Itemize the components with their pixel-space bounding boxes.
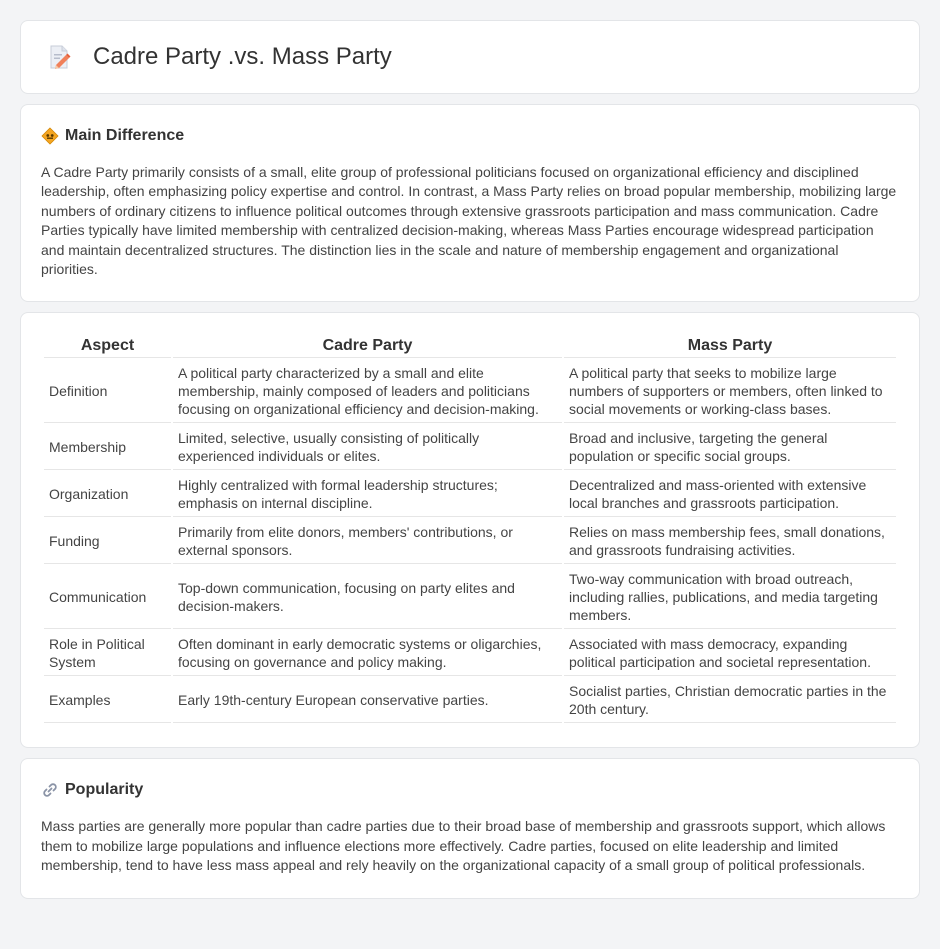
link-icon	[41, 781, 59, 799]
cadre-cell: Highly centralized with formal leadership structures; emphasis on internal discipline.	[173, 472, 562, 517]
table-row	[44, 631, 896, 676]
mass-cell: Two-way communication with broad outreach, including rallies, publications, and media targeting members.	[564, 566, 896, 629]
popularity-heading: Popularity	[65, 781, 144, 799]
cadre-cell: Top-down communication, focusing on party elites and decision-makers.	[173, 566, 562, 629]
popularity-text: Mass parties are generally more popular than cadre parties due to their broad base of membership and grassroots support, which allows them to mobilize large populations and influence elections more effectively. Cadre parties, focused on elite leadership and limited membership, tend to have less mass appeal and rely heavily on the organizational capacity of a small group of political professionals.	[41, 818, 886, 874]
mass-cell: Relies on mass membership fees, small donations, and grassroots fundraising activities.	[564, 519, 896, 564]
mass-cell: Socialist parties, Christian democratic parties in the 20th century.	[564, 678, 896, 723]
table-row	[44, 425, 896, 470]
mass-cell: Decentralized and mass-oriented with extensive local branches and grassroots participation.	[564, 472, 896, 517]
aspect-cell: Membership	[44, 425, 171, 470]
table-row	[44, 360, 896, 423]
aspect-cell: Communication	[44, 566, 171, 629]
table-header-row	[44, 333, 896, 358]
mass-cell: Associated with mass democracy, expanding political participation and societal representation.	[564, 631, 896, 676]
main-difference-text: A Cadre Party primarily consists of a small, elite group of professional politicians focused on organizational efficiency and disciplined leadership, often emphasizing policy expertise and control. In contrast, a Mass Party relies on broad popular membership, mobilizing large numbers of ordinary citizens to influence political outcomes through extensive grassroots participation and mass communication. Cadre Parties typically have limited membership with centralized decision-making, whereas Mass Parties encourage widespread participation and maintain decentralized structures. The distinction lies in the scale and nature of membership engagement and organizational priorities.	[41, 164, 897, 278]
page-title: Cadre Party .vs. Mass Party	[93, 43, 392, 70]
main-difference-heading: Main Difference	[65, 127, 185, 144]
header-aspect: Aspect	[44, 333, 171, 358]
comparison-table	[42, 331, 898, 725]
mass-cell: Broad and inclusive, targeting the general population or specific social groups.	[564, 425, 896, 470]
title-card	[20, 20, 920, 94]
table-row	[44, 678, 896, 723]
cadre-cell: Early 19th-century European conservative parties.	[173, 678, 562, 723]
aspect-cell: Examples	[44, 678, 171, 723]
cadre-cell: Primarily from elite donors, members' contributions, or external sponsors.	[173, 519, 562, 564]
popularity-section	[20, 758, 920, 898]
main-difference-section	[20, 104, 920, 302]
edit-document-icon	[45, 43, 73, 71]
header-mass-party: Mass Party	[564, 333, 896, 358]
diamond-sign-icon	[41, 127, 59, 145]
comparison-table-card	[20, 312, 920, 748]
aspect-cell: Organization	[44, 472, 171, 517]
aspect-cell: Role in Political System	[44, 631, 171, 676]
table-row	[44, 566, 896, 629]
aspect-cell: Definition	[44, 360, 171, 423]
mass-cell: A political party that seeks to mobilize large numbers of supporters or members, often linked to social movements or working-class bases.	[564, 360, 896, 423]
header-cadre-party: Cadre Party	[173, 333, 562, 358]
table-row	[44, 472, 896, 517]
cadre-cell: Often dominant in early democratic systems or oligarchies, focusing on governance and policy making.	[173, 631, 562, 676]
cadre-cell: Limited, selective, usually consisting of politically experienced individuals or elites.	[173, 425, 562, 470]
aspect-cell: Funding	[44, 519, 171, 564]
cadre-cell: A political party characterized by a small and elite membership, mainly composed of leaders and politicians focusing on organizational efficiency and decision-making.	[173, 360, 562, 423]
table-row	[44, 519, 896, 564]
